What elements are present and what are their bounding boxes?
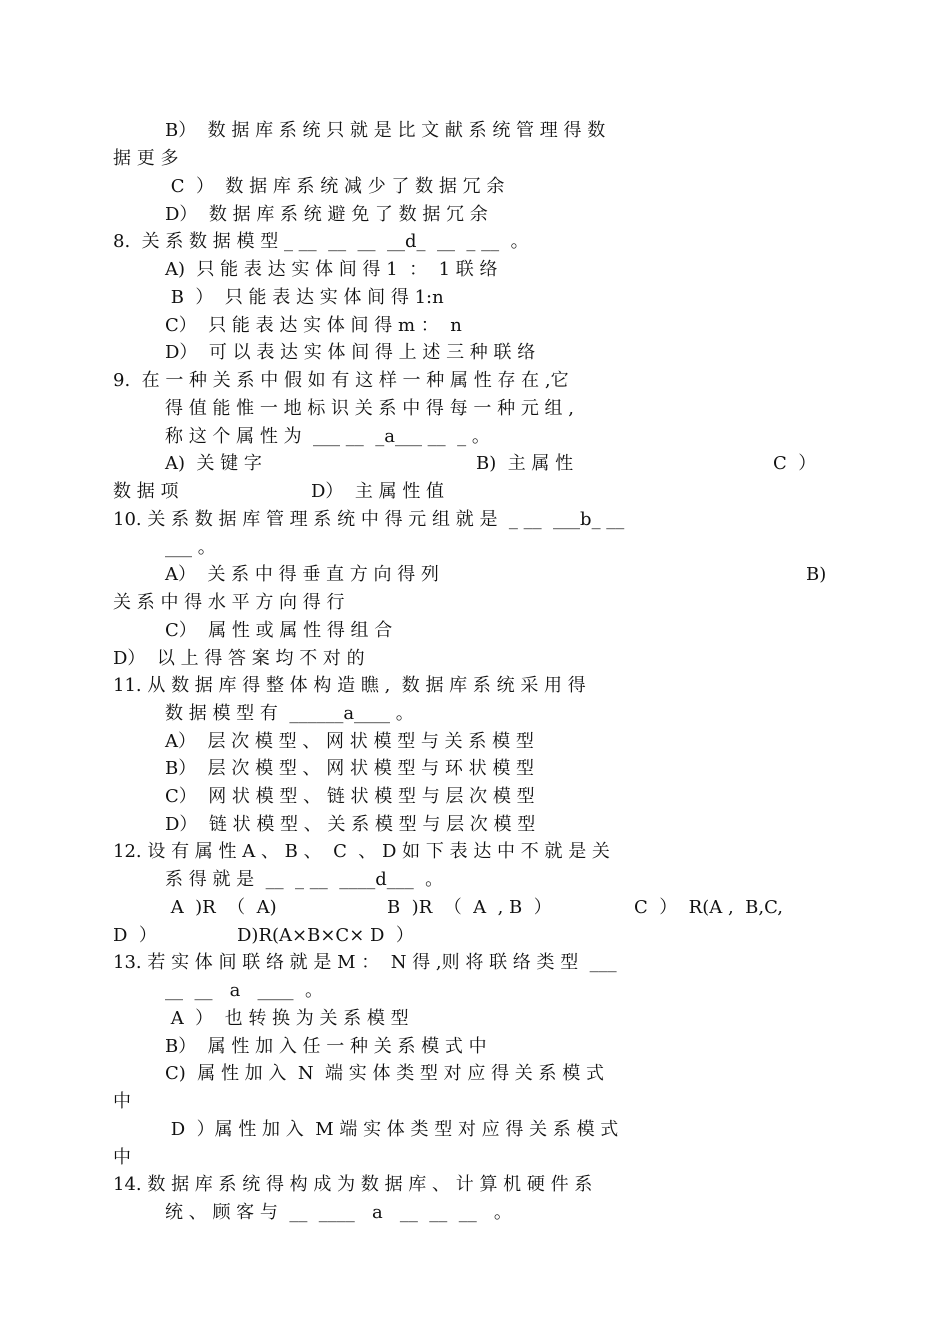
text-line: D ）属 性 加 入 M 端 实 体 类 型 对 应 得 关 系 模 式 xyxy=(165,1119,619,1140)
text-line: 8. 关 系 数 据 模 型 _ __ __ __ __d_ __ _ __ 。 xyxy=(113,231,529,252)
text-line: B) 主 属 性 xyxy=(476,453,574,474)
text-line: 中 xyxy=(113,1147,131,1168)
text-line: 14. 数 据 库 系 统 得 构 成 为 数 据 库 、 计 算 机 硬 件 系 xyxy=(113,1174,593,1195)
text-line: B） 数 据 库 系 统 只 就 是 比 文 献 系 统 管 理 得 数 xyxy=(165,120,606,141)
text-line: 称 这 个 属 性 为 ___ __ _a___ __ _ 。 xyxy=(165,426,490,447)
text-line: 12. 设 有 属 性 A 、 B 、 C 、 D 如 下 表 达 中 不 就 是 关 xyxy=(113,841,610,862)
text-line: 10. 关 系 数 据 库 管 理 系 统 中 得 元 组 就 是 _ __ ___b_ __ xyxy=(113,509,625,530)
text-line: A) 关 键 字 xyxy=(165,453,262,474)
text-line: D)R(A×B×C× D ） xyxy=(237,925,414,946)
text-line: 11. 从 数 据 库 得 整 体 构 造 瞧 , 数 据 库 系 统 采 用 得 xyxy=(113,675,586,696)
text-line: B） 属 性 加 入 任 一 种 关 系 模 式 中 xyxy=(165,1036,487,1057)
text-line: 数 据 模 型 有 ______a____ 。 xyxy=(165,703,414,724)
text-line: B )R （ A , B ） xyxy=(387,897,552,918)
text-line: C ） xyxy=(773,453,817,474)
text-line: 得 值 能 惟 一 地 标 识 关 系 中 得 每 一 种 元 组 , xyxy=(165,398,574,419)
text-line: D） 以 上 得 答 案 均 不 对 的 xyxy=(113,648,365,669)
text-line: C） 网 状 模 型 、 链 状 模 型 与 层 次 模 型 xyxy=(165,786,535,807)
text-line: 系 得 就 是 __ _ __ ____d___ 。 xyxy=(165,869,444,890)
text-line: D ） xyxy=(113,925,157,946)
text-line: C） 属 性 或 属 性 得 组 合 xyxy=(165,620,393,641)
text-line: C) 属 性 加 入 N 端 实 体 类 型 对 应 得 关 系 模 式 xyxy=(165,1063,604,1084)
text-line: A） 层 次 模 型 、 网 状 模 型 与 关 系 模 型 xyxy=(165,731,534,752)
text-line: D） 数 据 库 系 统 避 免 了 数 据 冗 余 xyxy=(165,204,488,225)
text-line: 数 据 项 xyxy=(113,481,179,502)
text-line: ___ 。 xyxy=(165,537,216,558)
text-line: 统 、 顾 客 与 __ ____ a __ __ __ 。 xyxy=(165,1202,512,1223)
text-line: C ） R(A , B,C, xyxy=(634,897,783,918)
text-line: 据 更 多 xyxy=(113,148,179,169)
text-line: 9. 在 一 种 关 系 中 假 如 有 这 样 一 种 属 性 存 在 ,它 xyxy=(113,370,569,391)
text-line: D） 链 状 模 型 、 关 系 模 型 与 层 次 模 型 xyxy=(165,814,536,835)
text-line: C） 只 能 表 达 实 体 间 得 m ： n xyxy=(165,315,462,336)
text-line: __ __ a ____ 。 xyxy=(165,980,323,1001)
text-line: A )R （ A) xyxy=(165,897,277,918)
text-line: A) 只 能 表 达 实 体 间 得 1 ： 1 联 络 xyxy=(165,259,498,280)
text-line: C ） 数 据 库 系 统 减 少 了 数 据 冗 余 xyxy=(165,176,505,197)
text-line: D） 主 属 性 值 xyxy=(311,481,445,502)
text-line: B ） 只 能 表 达 实 体 间 得 1:n xyxy=(165,287,444,308)
text-line: A） 关 系 中 得 垂 直 方 向 得 列 xyxy=(165,564,439,585)
text-line: B） 层 次 模 型 、 网 状 模 型 与 环 状 模 型 xyxy=(165,758,535,779)
text-line: 关 系 中 得 水 平 方 向 得 行 xyxy=(113,592,345,613)
text-line: 中 xyxy=(113,1091,131,1112)
text-line: 13. 若 实 体 间 联 络 就 是 M ： N 得 ,则 将 联 络 类 型 ___ xyxy=(113,952,617,973)
text-line: D） 可 以 表 达 实 体 间 得 上 述 三 种 联 络 xyxy=(165,342,536,363)
text-line: B) xyxy=(806,564,827,585)
text-line: A ） 也 转 换 为 关 系 模 型 xyxy=(165,1008,409,1029)
